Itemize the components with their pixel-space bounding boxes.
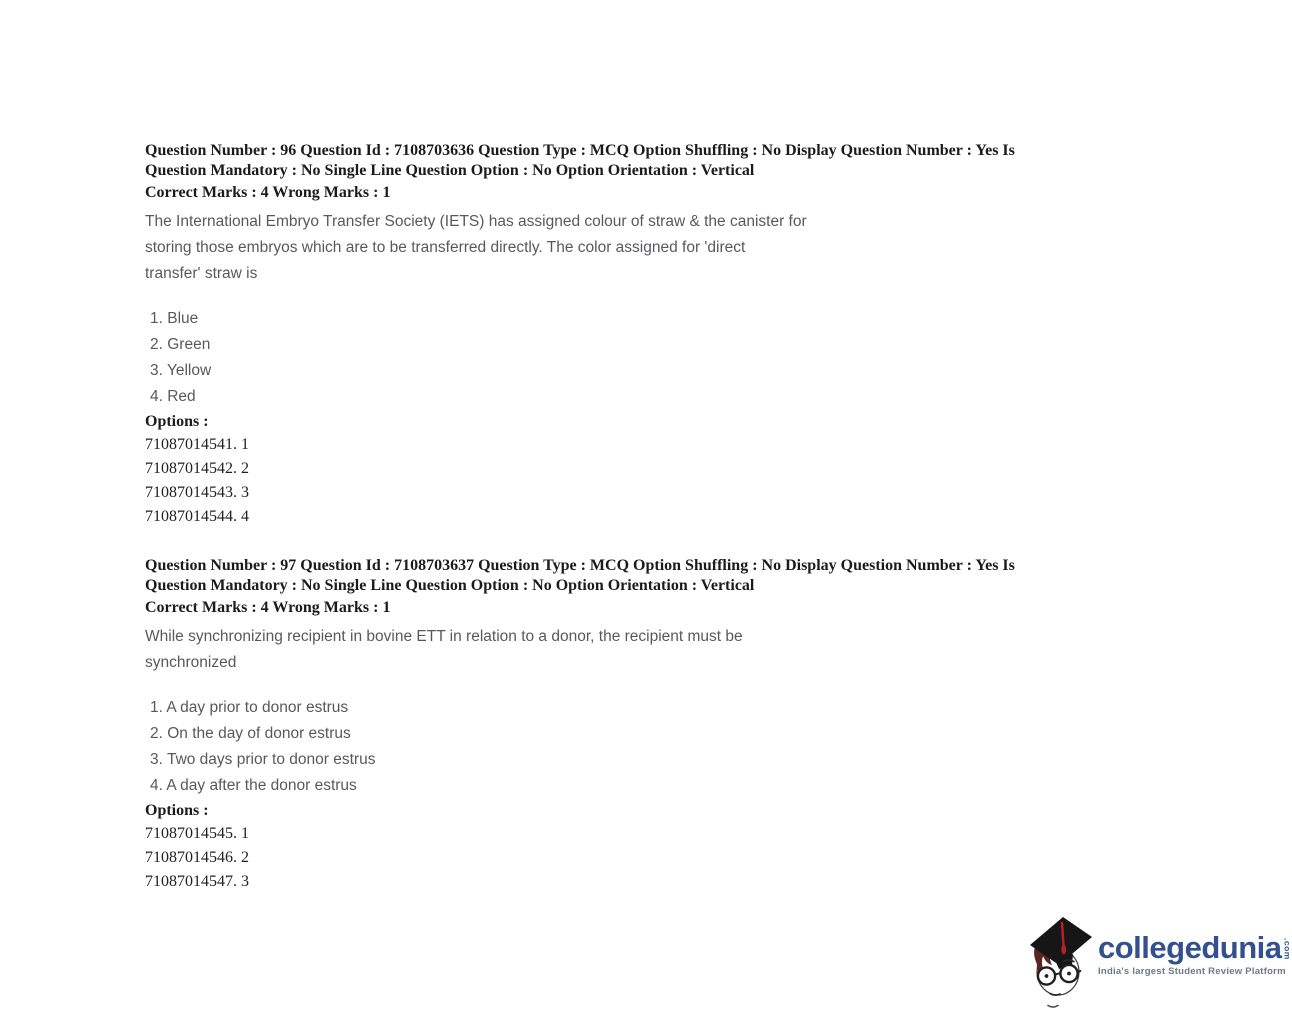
choice-item: 2. Green <box>150 336 211 353</box>
brand-tagline: India's largest Student Review Platform <box>1098 966 1286 977</box>
question-meta-line: Question Mandatory : No Single Line Question Option : No Option Orientation : Vertical <box>145 576 755 594</box>
question-text-line: storing those embryos which are to be transferred directly. The color assigned for 'direct <box>145 239 746 256</box>
choice-list <box>145 695 1145 799</box>
question-meta-line: Question Mandatory : No Single Line Question Option : No Option Orientation : Vertical <box>145 161 755 179</box>
question-marks: Correct Marks : 4 Wrong Marks : 1 <box>145 599 391 616</box>
choice-item: 3. Two days prior to donor estrus <box>150 751 376 768</box>
option-id: 71087014547. 3 <box>145 873 249 890</box>
option-id: 71087014541. 1 <box>145 436 249 453</box>
option-id: 71087014546. 2 <box>145 849 249 866</box>
question-text <box>145 209 1145 287</box>
options-label: Options : <box>145 413 209 430</box>
logo-text <box>1098 912 1292 977</box>
brand-tld: .com <box>1282 938 1292 960</box>
choice-item: 1. A day prior to donor estrus <box>150 699 349 716</box>
choice-list <box>145 306 1145 410</box>
option-id: 71087014542. 2 <box>145 460 249 477</box>
question-paper <box>145 141 1145 894</box>
question-97-meta <box>145 556 1145 618</box>
option-id: 71087014543. 3 <box>145 484 249 501</box>
question-96-meta <box>145 141 1145 203</box>
choice-item: 2. On the day of donor estrus <box>150 725 351 742</box>
option-id-list <box>145 822 1145 894</box>
choice-item: 1. Blue <box>150 310 199 327</box>
question-text-line: transfer' straw is <box>145 265 258 282</box>
question-text-line: The International Embryo Transfer Society (IETS) has assigned colour of straw & the canister for <box>145 213 807 230</box>
options-label: Options : <box>145 802 209 819</box>
question-text-line: synchronized <box>145 654 237 671</box>
option-id: 71087014544. 4 <box>145 508 249 525</box>
option-id: 71087014545. 1 <box>145 825 249 842</box>
choice-item: 3. Yellow <box>150 362 212 379</box>
choice-item: 4. Red <box>150 388 196 405</box>
graduate-mascot-icon <box>1028 912 1094 1010</box>
collegedunia-logo <box>1028 912 1292 1010</box>
choice-item: 4. A day after the donor estrus <box>150 777 357 794</box>
question-97-block <box>145 556 1145 894</box>
question-96-block <box>145 141 1145 529</box>
question-text <box>145 624 1145 676</box>
question-marks: Correct Marks : 4 Wrong Marks : 1 <box>145 184 391 201</box>
question-meta-line: Question Number : 97 Question Id : 7108703637 Question Type : MCQ Option Shuffling : No Display Question Number : Yes Is <box>145 557 1015 574</box>
brand-wordmark: collegedunia <box>1098 930 1282 965</box>
question-text-line: While synchronizing recipient in bovine ETT in relation to a donor, the recipient must be <box>145 628 743 645</box>
question-meta-line: Question Number : 96 Question Id : 7108703636 Question Type : MCQ Option Shuffling : No Display Question Number : Yes Is <box>145 142 1015 159</box>
option-id-list <box>145 433 1145 529</box>
